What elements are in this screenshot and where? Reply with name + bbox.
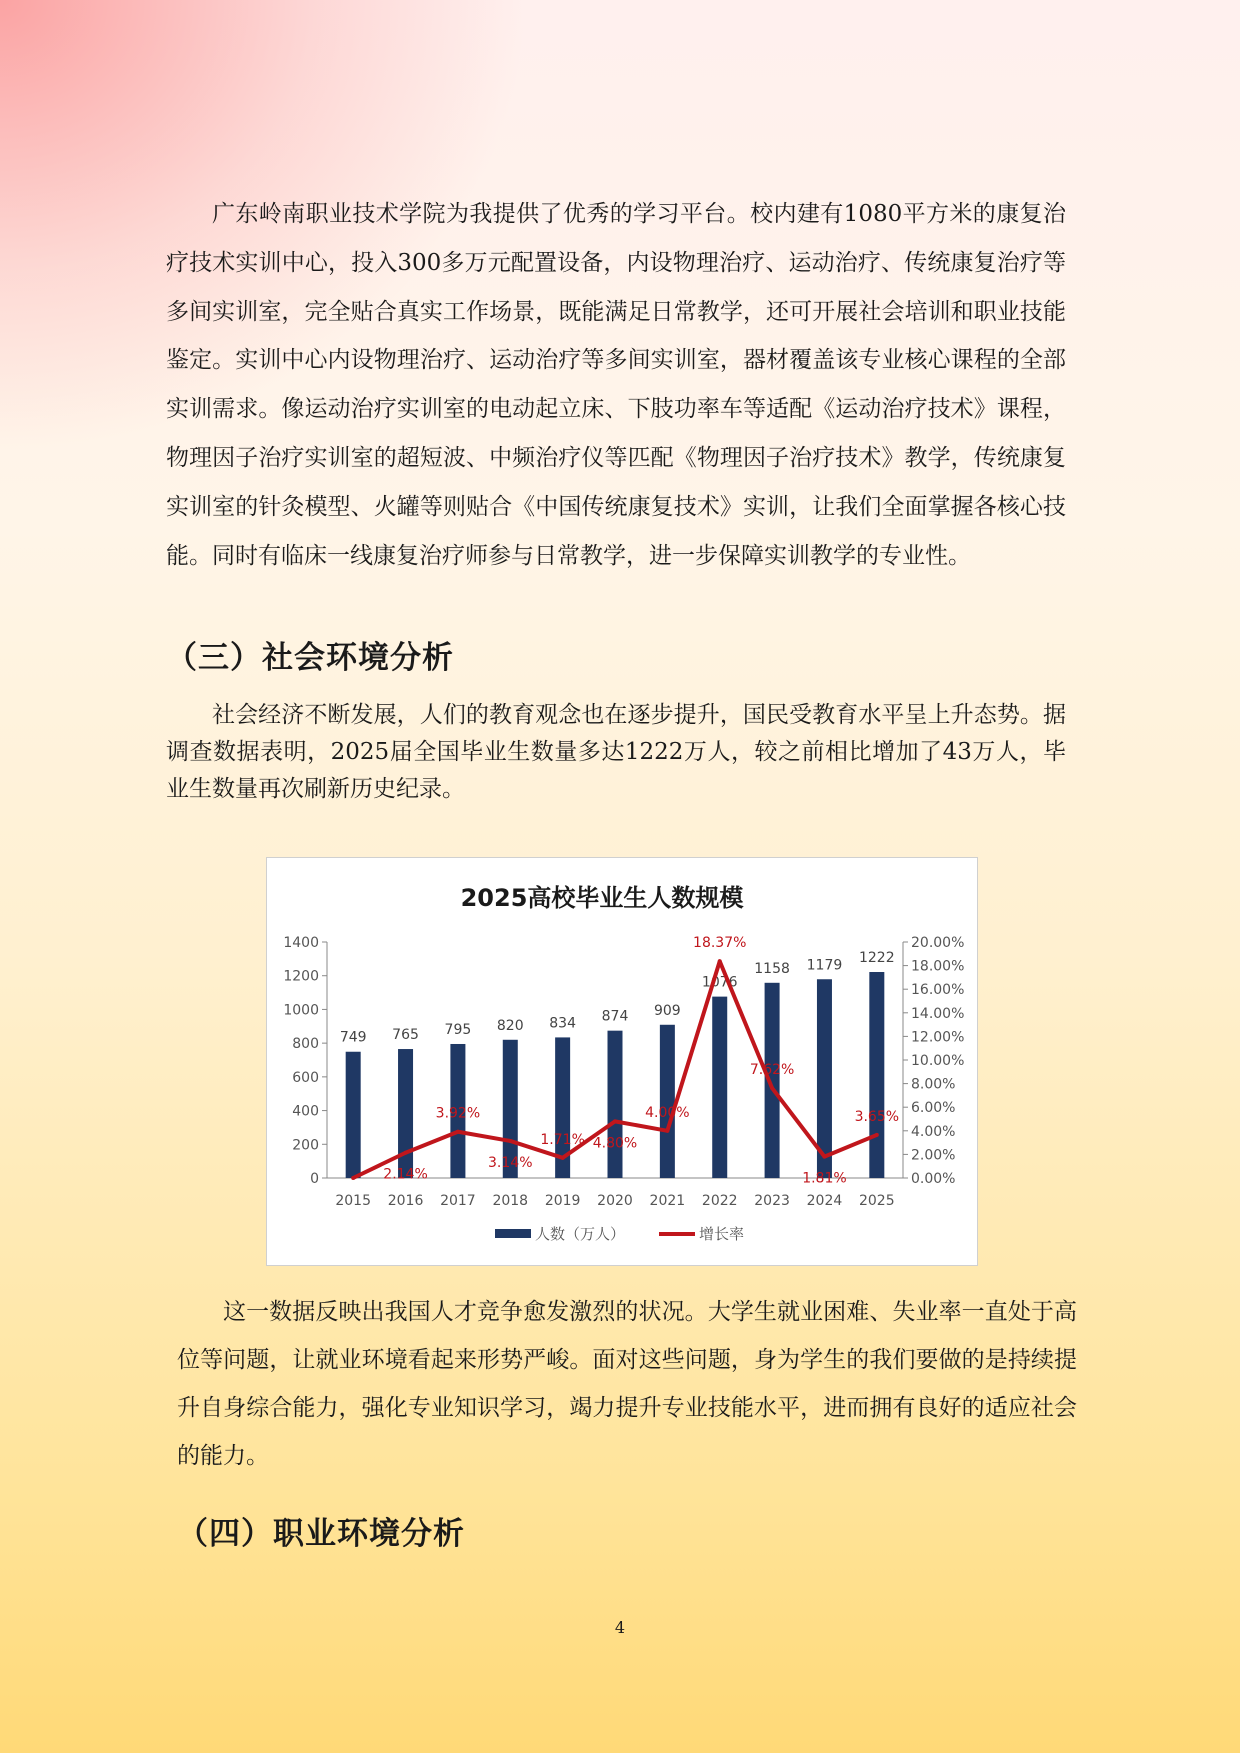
chart-legend — [495, 1225, 744, 1243]
right-tick-label: 6.00% — [911, 1100, 956, 1117]
growth-rate-label: 3.92% — [435, 1105, 481, 1122]
right-tick-label: 18.00% — [911, 958, 965, 975]
bar — [869, 972, 884, 1178]
growth-rate-label: 1.81% — [802, 1170, 847, 1187]
legend-line-label: 增长率 — [699, 1225, 745, 1243]
paragraph-graduate-statistics: 社会经济不断发展，人们的教育观念也在逐步提升，国民受教育水平呈上升态势。据调查数据表明，2025届全国毕业生数量多达1222万人，较之前相比增加了43万人，毕业生数量再次刷新历史纪录。 — [166, 702, 1066, 802]
growth-rate-label: 18.37% — [693, 935, 747, 952]
growth-rate-point — [561, 1156, 565, 1160]
bar-value-label: 1076 — [701, 974, 738, 991]
heading-career-environment: （四）职业环境分析 — [177, 1516, 465, 1552]
bar — [608, 1031, 623, 1178]
growth-rate-point — [770, 1086, 774, 1090]
bar-value-label: 1158 — [754, 960, 790, 977]
right-tick-label: 14.00% — [911, 1005, 965, 1022]
growth-rate-point — [613, 1119, 617, 1123]
right-tick-label: 2.00% — [911, 1147, 956, 1164]
growth-rate-label: 7.62% — [749, 1062, 795, 1079]
paragraph-training-center: 广东岭南职业技术学院为我提供了优秀的学习平台。校内建有1080平方米的康复治疗技术实训中心，投入300多万元配置设备，内设物理治疗、运动治疗、传统康复治疗等多间实训室，完全贴合真实工作场景，既能满足日常教学，还可开展社会培训和职业技能鉴定。实训中心内设物理治疗、运动治疗等多间实训室，器材覆盖该专业核心课程的全部实训需求。像运动治疗实训室的电动起立床、下肢功率车等适配《运动治疗技术》课程，物理因子治疗实训室的超短波、中频治疗仪等匹配《物理因子治疗技术》教学，传统康复实训室的针灸模型、火罐等则贴合《中国传统康复技术》实训，让我们全面掌握各核心技能。同时有临床一线康复治疗师参与日常教学，进一步保障实训教学的专业性。 — [166, 201, 1066, 569]
growth-rate-point — [875, 1133, 879, 1137]
heading-social-environment: （三）社会环境分析 — [166, 640, 454, 676]
left-tick-label: 0 — [310, 1171, 319, 1187]
x-tick-label: 2016 — [387, 1193, 424, 1209]
x-tick-label: 2020 — [597, 1193, 633, 1209]
bar-value-label: 749 — [339, 1029, 367, 1046]
bar-value-label: 820 — [496, 1017, 524, 1034]
left-tick-label: 1400 — [283, 935, 319, 951]
x-tick-label: 2015 — [335, 1193, 372, 1209]
left-tick-label: 400 — [292, 1103, 319, 1120]
legend-bar-label: 人数（万人） — [535, 1225, 626, 1243]
left-tick-label: 800 — [292, 1036, 319, 1053]
growth-rate-label: 3.14% — [488, 1154, 533, 1171]
growth-rate-point — [665, 1129, 669, 1133]
growth-rate-point — [404, 1151, 408, 1155]
bar — [346, 1052, 361, 1178]
x-tick-label: 2021 — [649, 1193, 686, 1209]
x-tick-label: 2019 — [544, 1193, 581, 1209]
x-tick-label: 2022 — [701, 1193, 738, 1209]
bar — [712, 997, 727, 1178]
right-tick-label: 20.00% — [911, 935, 965, 951]
graduate-scale-chart — [266, 857, 978, 1266]
bar — [398, 1049, 413, 1178]
x-tick-label: 2023 — [754, 1193, 790, 1209]
growth-rate-label: 4.00% — [645, 1104, 690, 1121]
paragraph-competition: 这一数据反映出我国人才竞争愈发激烈的状况。大学生就业困难、失业率一直处于高位等问题，让就业环境看起来形势严峻。面对这些问题，身为学生的我们要做的是持续提升自身综合能力，强化专业知识学习，竭力提升专业技能水平，进而拥有良好的适应社会的能力。 — [177, 1299, 1077, 1469]
bar-value-label: 909 — [653, 1002, 681, 1019]
right-tick-label: 10.00% — [911, 1053, 965, 1069]
page-number: 4 — [614, 1618, 626, 1637]
growth-rate-point — [508, 1139, 512, 1143]
left-tick-label: 1200 — [283, 968, 319, 985]
right-tick-label: 0.00% — [911, 1171, 956, 1187]
bar-value-label: 795 — [444, 1021, 472, 1038]
growth-rate-label: 1.71% — [540, 1131, 585, 1148]
chart-canvas — [267, 858, 977, 1265]
growth-rate-label: 3.65% — [854, 1108, 900, 1125]
bar-value-label: 1222 — [858, 950, 895, 967]
right-tick-label: 8.00% — [911, 1076, 956, 1093]
growth-rate-label: 2.14% — [383, 1166, 428, 1183]
legend-bar-swatch — [495, 1229, 531, 1238]
bar-value-label: 765 — [392, 1027, 419, 1044]
right-tick-label: 12.00% — [911, 1029, 965, 1046]
bar — [660, 1025, 675, 1178]
right-tick-label: 16.00% — [911, 982, 965, 999]
x-tick-label: 2017 — [440, 1193, 476, 1209]
chart-title: 2025高校毕业生人数规模 — [460, 884, 744, 912]
bar-value-label: 874 — [601, 1008, 629, 1025]
left-tick-label: 200 — [292, 1137, 319, 1154]
bar-value-label: 1179 — [806, 957, 843, 974]
growth-rate-point — [351, 1176, 355, 1180]
x-tick-label: 2018 — [492, 1193, 529, 1209]
growth-rate-point — [456, 1130, 460, 1134]
x-tick-label: 2024 — [806, 1193, 843, 1209]
growth-rate-label: 4.80% — [592, 1135, 638, 1152]
growth-rate-point — [718, 959, 722, 963]
growth-rate-point — [822, 1155, 826, 1159]
left-tick-label: 600 — [292, 1069, 319, 1086]
bar-value-label: 834 — [549, 1015, 577, 1032]
x-tick-label: 2025 — [858, 1193, 895, 1209]
right-tick-label: 4.00% — [911, 1123, 956, 1140]
left-tick-label: 1000 — [283, 1002, 319, 1019]
